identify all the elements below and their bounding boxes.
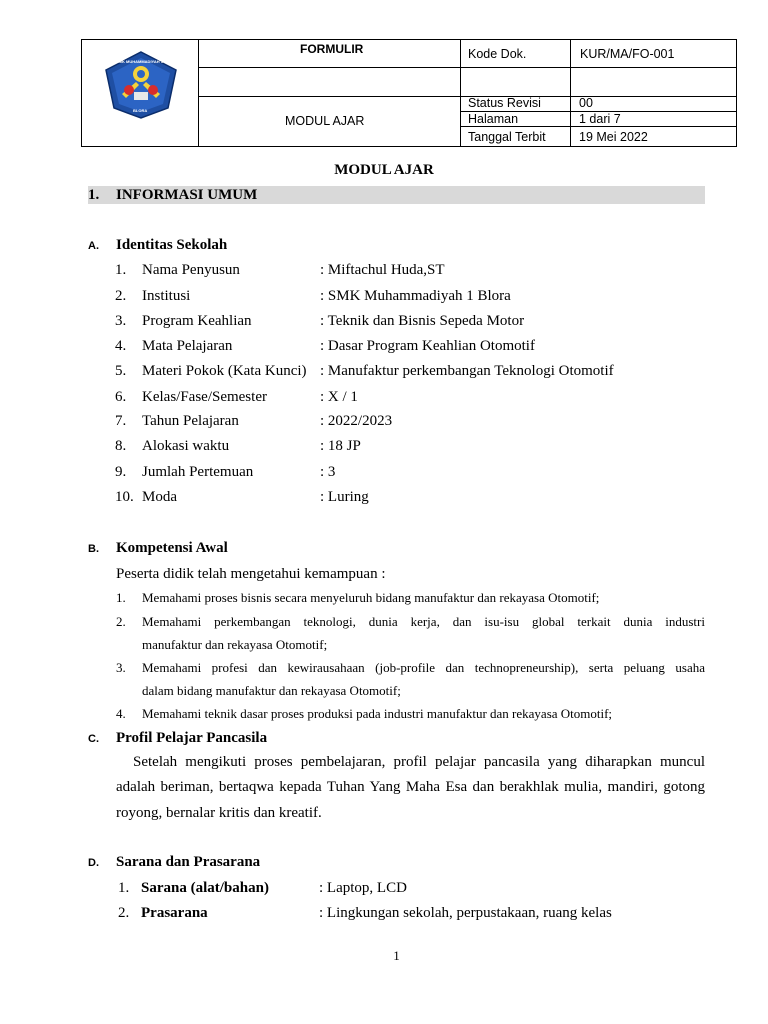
logo-city-text: BLORA <box>133 108 148 113</box>
logo-school-text: SMK MUHAMMADIYAH 1 <box>116 59 163 64</box>
tanggal-terbit-label: Tanggal Terbit <box>468 130 546 144</box>
subsection-title-sarana: Sarana dan Prasarana <box>116 854 261 870</box>
list-item-number: 10. <box>115 489 134 505</box>
list-item-label: Kelas/Fase/Semester <box>142 389 267 405</box>
list-item-number: 1. <box>116 590 126 605</box>
list-item-value: : X / 1 <box>320 389 358 405</box>
list-item-value: : Lingkungan sekolah, perpustakaan, ruang kelas <box>319 905 612 921</box>
list-item-label: Sarana (alat/bahan) <box>141 880 269 896</box>
list-item-number: 4. <box>115 338 127 354</box>
list-item-text: Memahami perkembangan teknologi, dunia kerja, dan isu-isu global terkait dunia industri <box>142 614 705 629</box>
subsection-letter-d: D. <box>88 857 99 869</box>
list-item-text: manufaktur dan rekayasa Otomotif; <box>142 637 328 652</box>
paragraph-line: adalah beriman, bertaqwa kepada Tuhan Yang Maha Esa dan berakhlak mulia, mandiri, gotong <box>116 779 705 795</box>
list-item-value: : Teknik dan Bisnis Sepeda Motor <box>320 313 525 329</box>
section-number: 1. <box>88 187 100 203</box>
list-item-label: Jumlah Pertemuan <box>142 464 254 480</box>
list-item-text: Memahami teknik dasar proses produksi pada industri manufaktur dan rekayasa Otomotif; <box>142 706 613 721</box>
list-item-label: Institusi <box>142 288 191 304</box>
list-item-value: : Manufaktur perkembangan Teknologi Otomotif <box>320 363 614 379</box>
list-item-value: : SMK Muhammadiyah 1 Blora <box>320 288 511 304</box>
halaman-label: Halaman <box>468 112 519 126</box>
list-item-label: Moda <box>142 489 177 505</box>
kompetensi-intro: Peserta didik telah mengetahui kemampuan : <box>116 566 386 582</box>
list-item-label: Tahun Pelajaran <box>142 413 239 429</box>
list-item-value: : Dasar Program Keahlian Otomotif <box>320 338 535 354</box>
document-header-table <box>81 39 737 147</box>
list-item-text: Memahami proses bisnis secara menyeluruh bidang manufaktur dan rekayasa Otomotif; <box>142 590 600 605</box>
subsection-letter-a: A. <box>88 240 99 252</box>
list-item-number: 1. <box>118 880 130 896</box>
paragraph-line: Setelah mengikuti proses pembelajaran, profil pelajar pancasila yang diharapkan muncul <box>133 754 705 770</box>
subsection-title-profil: Profil Pelajar Pancasila <box>116 730 268 746</box>
list-item-value: : 3 <box>320 464 336 480</box>
subsection-title-identitas: Identitas Sekolah <box>116 237 228 253</box>
list-item-label: Program Keahlian <box>142 313 252 329</box>
list-item-label: Prasarana <box>141 905 208 921</box>
list-item-number: 2. <box>116 614 126 629</box>
status-revisi-label: Status Revisi <box>468 96 541 110</box>
kode-dok-value: KUR/MA/FO-001 <box>580 47 675 61</box>
list-item-number: 9. <box>115 464 127 480</box>
list-item-number: 3. <box>115 313 127 329</box>
list-item-number: 4. <box>116 706 126 721</box>
list-item-label: Alokasi waktu <box>142 438 230 454</box>
section-title: INFORMASI UMUM <box>116 187 258 203</box>
list-item-value: : Luring <box>320 489 369 505</box>
document-title: MODUL AJAR <box>334 162 434 178</box>
tanggal-terbit-value: 19 Mei 2022 <box>579 130 648 144</box>
list-item-value: : Laptop, LCD <box>319 880 407 896</box>
halaman-value: 1 dari 7 <box>579 112 621 126</box>
list-item-number: 6. <box>115 389 127 405</box>
subsection-letter-c: C. <box>88 733 99 745</box>
list-item-text: Memahami profesi dan kewirausahaan (job-profile dan technopreneurship), serta peluang usaha <box>142 660 705 675</box>
paragraph-line: royong, bernalar kritis dan kreatif. <box>116 805 322 821</box>
list-item-value: : Miftachul Huda,ST <box>320 262 445 278</box>
page-number: 1 <box>393 948 400 963</box>
kode-dok-label: Kode Dok. <box>468 47 527 61</box>
list-item-value: : 2022/2023 <box>320 413 393 429</box>
list-item-label: Materi Pokok (Kata Kunci) <box>142 363 307 379</box>
doc-name: MODUL AJAR <box>285 114 365 128</box>
subsection-letter-b: B. <box>88 543 99 555</box>
school-logo <box>102 50 180 120</box>
list-item-label: Nama Penyusun <box>142 262 240 278</box>
subsection-title-kompetensi: Kompetensi Awal <box>116 540 228 556</box>
list-item-number: 2. <box>118 905 130 921</box>
list-item-label: Mata Pelajaran <box>142 338 233 354</box>
list-item-number: 8. <box>115 438 127 454</box>
list-item-number: 5. <box>115 363 127 379</box>
status-revisi-value: 00 <box>579 96 593 110</box>
list-item-number: 2. <box>115 288 127 304</box>
list-item-number: 7. <box>115 413 127 429</box>
list-item-text: dalam bidang manufaktur dan rekayasa Otomotif; <box>142 683 401 698</box>
formulir-label: FORMULIR <box>300 42 364 56</box>
list-item-number: 3. <box>116 660 126 675</box>
list-item-number: 1. <box>115 262 127 278</box>
list-item-value: : 18 JP <box>320 438 361 454</box>
